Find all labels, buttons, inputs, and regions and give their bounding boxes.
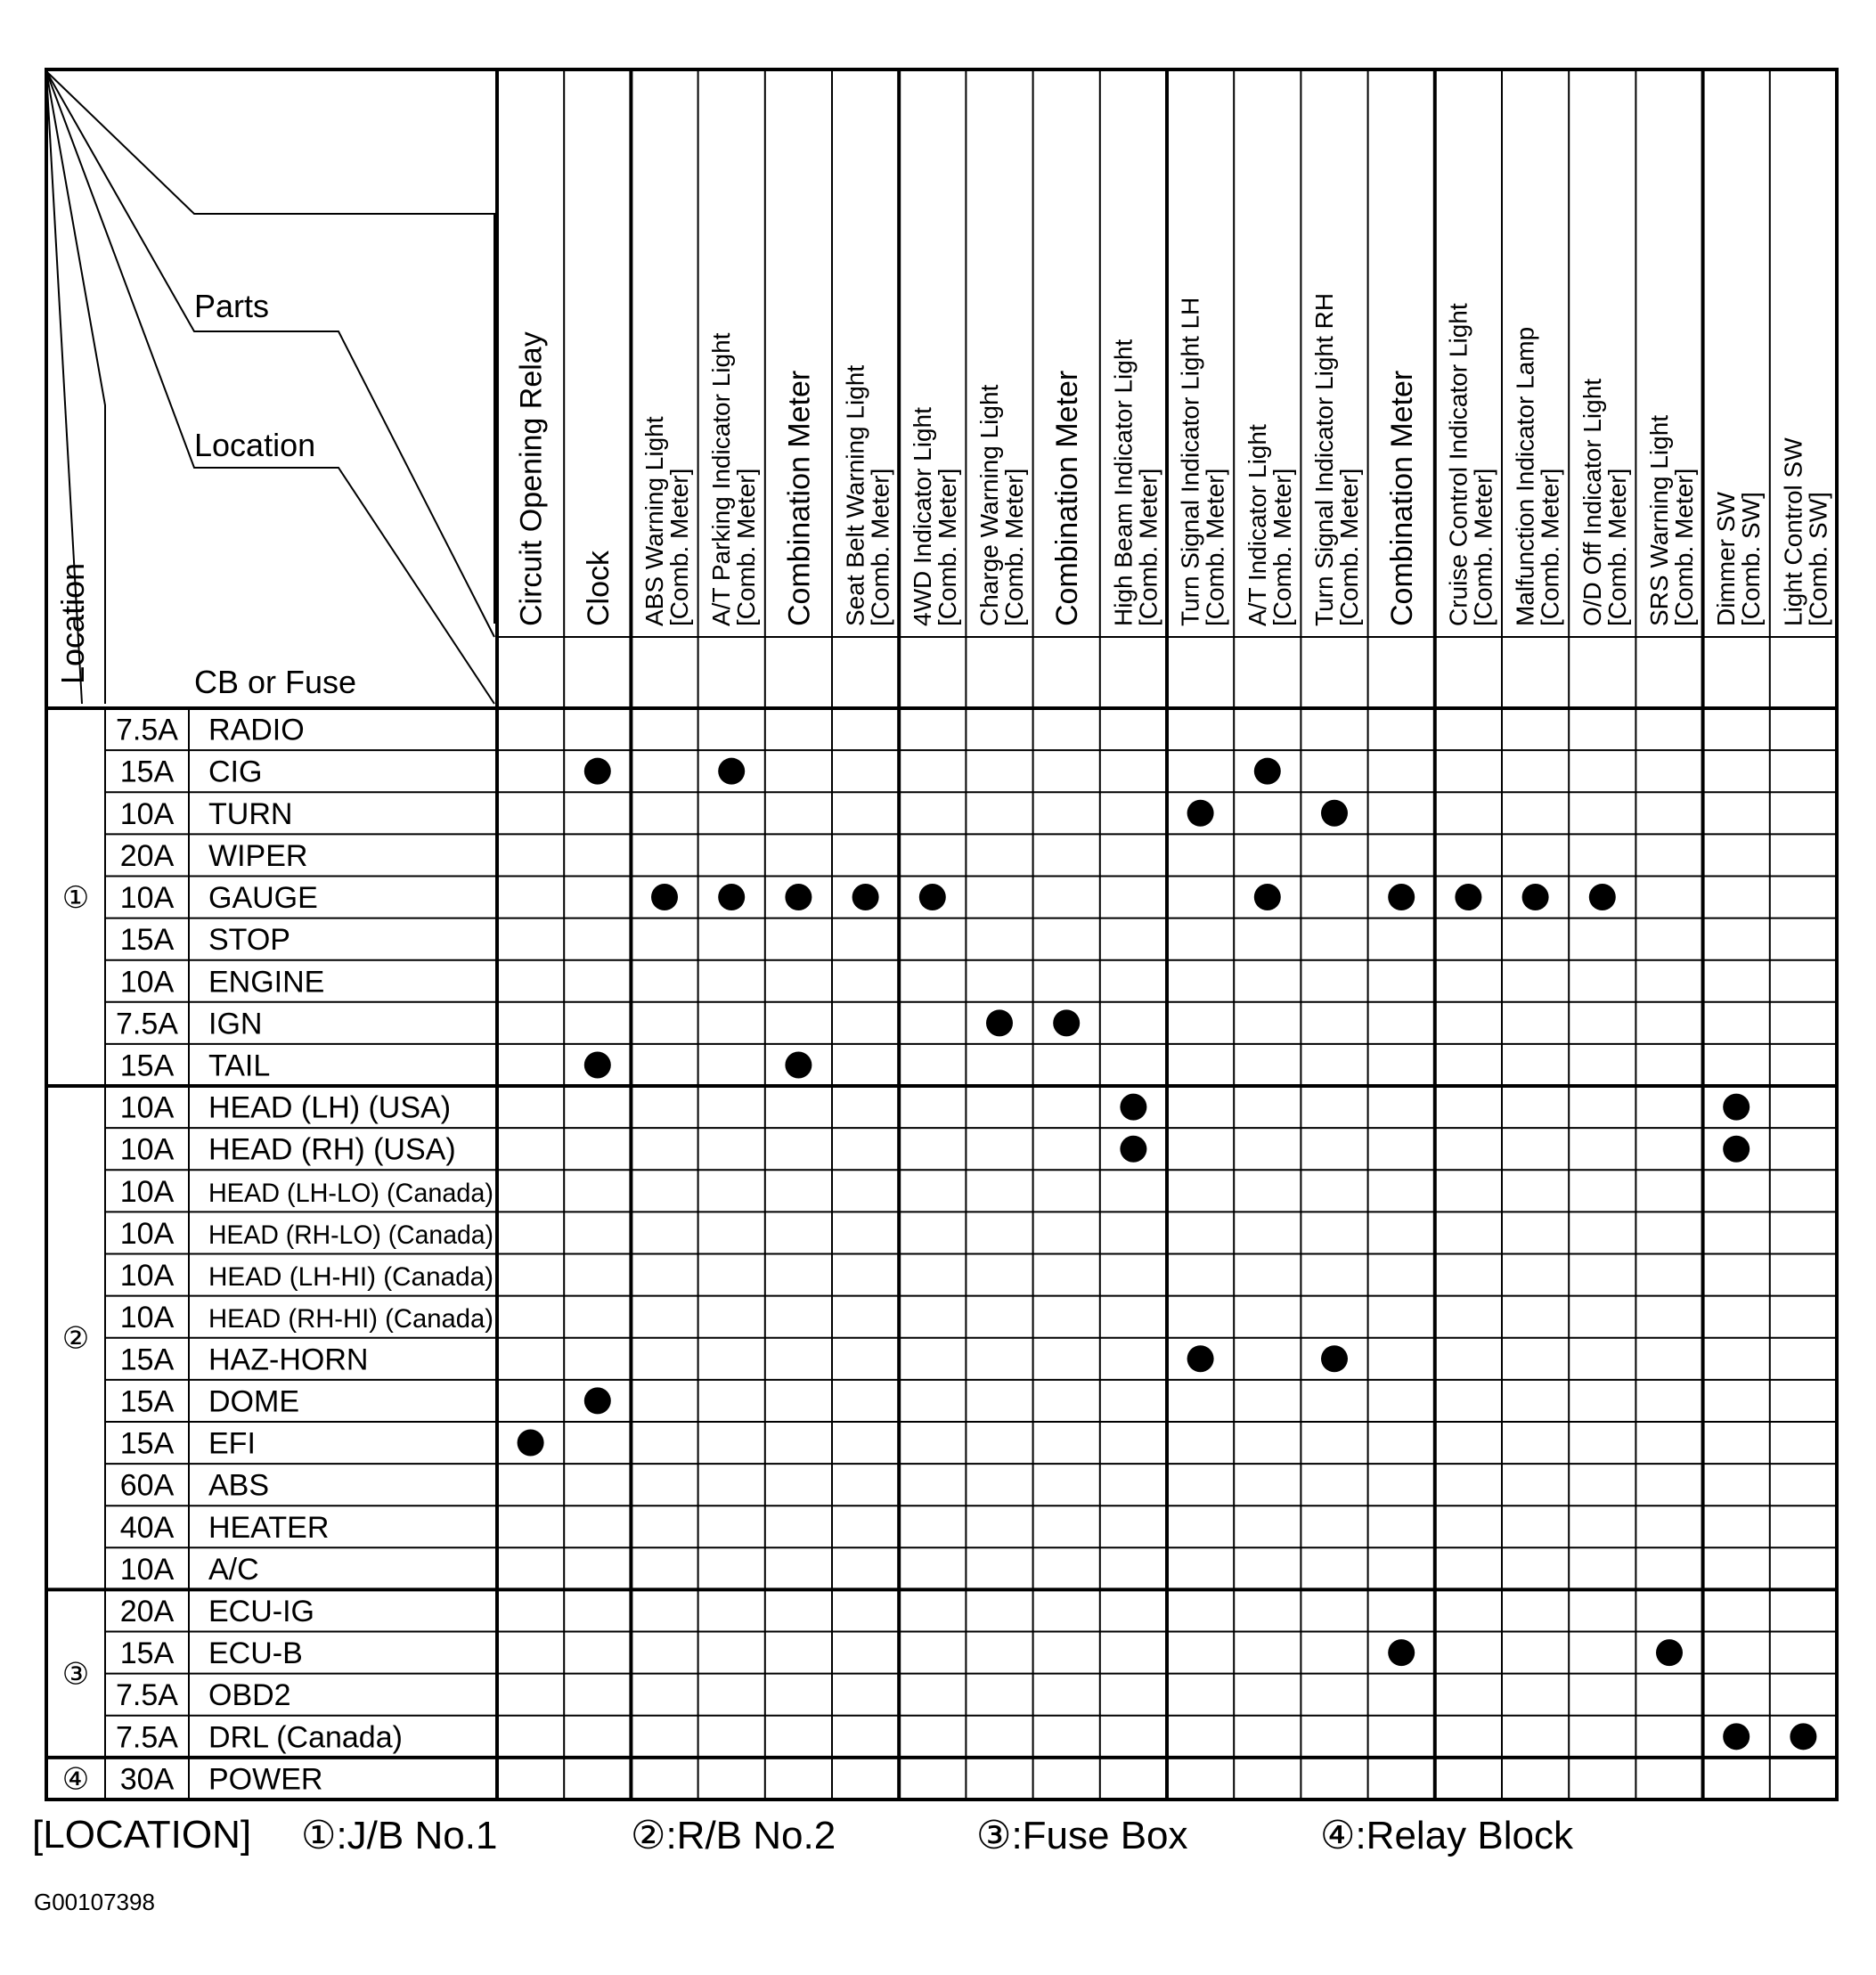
column-header-line: O/D Off Indicator Light xyxy=(1578,378,1606,626)
column-header-line: [Comb. Meter] xyxy=(1201,468,1229,626)
connection-dot xyxy=(1723,1723,1750,1750)
column-header-13 xyxy=(1385,371,1419,626)
column-header-17 xyxy=(1645,415,1698,626)
column-header-line: SRS Warning Light xyxy=(1645,414,1673,626)
figure-code: G00107398 xyxy=(34,1889,155,1915)
corner-line-location-2 xyxy=(46,71,494,704)
column-headers xyxy=(515,293,1832,626)
row-fuse-name: EFI xyxy=(208,1426,256,1461)
column-header-9 xyxy=(1109,339,1162,626)
row-amp: 10A xyxy=(119,796,175,831)
column-header-line: [Comb. Meter] xyxy=(665,468,693,626)
column-header-line: Combination Meter xyxy=(1050,370,1085,626)
connection-dot xyxy=(1589,884,1616,910)
connection-dot xyxy=(1388,884,1415,910)
row-amp: 10A xyxy=(119,1132,175,1167)
connection-dot xyxy=(1321,800,1348,827)
connection-dot xyxy=(1120,1136,1146,1163)
column-header-line: Combination Meter xyxy=(782,370,817,626)
column-header-2 xyxy=(640,416,693,626)
column-header-line: Combination Meter xyxy=(1385,370,1420,626)
column-header-line: Malfunction Indicator Lamp xyxy=(1511,326,1539,626)
column-header-line: 4WD Indicator Light xyxy=(908,407,936,626)
row-fuse-name: DOME xyxy=(208,1384,299,1419)
legend-item-rb2: ②:R/B No.2 xyxy=(631,1814,836,1857)
column-header-19 xyxy=(1779,437,1831,626)
column-header-8 xyxy=(1050,371,1084,626)
column-header-7 xyxy=(975,384,1028,626)
row-fuse-name: RADIO xyxy=(208,713,305,747)
row-fuse-name: IGN xyxy=(208,1007,263,1041)
column-header-line: Circuit Opening Relay xyxy=(514,331,549,626)
column-header-12 xyxy=(1310,293,1363,626)
column-header-line: ABS Warning Light xyxy=(640,416,668,626)
row-amp: 7.5A xyxy=(116,1720,178,1755)
left-location-label: Location xyxy=(54,562,91,684)
connection-dot xyxy=(1187,1345,1214,1372)
column-header-14 xyxy=(1444,303,1497,626)
connection-dot xyxy=(1522,884,1549,910)
column-header-0 xyxy=(515,331,549,626)
row-fuse-name: HEAD (LH-LO) (Canada) xyxy=(208,1178,493,1208)
column-header-11 xyxy=(1244,424,1296,626)
column-header-line: [Comb. SW] xyxy=(1804,492,1832,626)
location-symbol: ① xyxy=(61,881,90,916)
connection-dot xyxy=(986,1009,1013,1036)
connection-dot xyxy=(785,1051,812,1078)
row-fuse-name: HEAD (RH-LO) (Canada) xyxy=(208,1220,493,1250)
row-fuse-name: A/C xyxy=(208,1552,259,1587)
row-fuse-name: TURN xyxy=(208,796,293,831)
cb-fuse-label: CB or Fuse xyxy=(194,664,357,700)
connection-dot xyxy=(1656,1639,1683,1666)
row-fuse-name: POWER xyxy=(208,1762,323,1797)
column-header-3 xyxy=(707,332,760,626)
column-header-line: [Comb. Meter] xyxy=(866,468,894,626)
legend-item-fuse-box: ③:Fuse Box xyxy=(976,1814,1188,1857)
row-amp: 15A xyxy=(119,1343,175,1377)
row-fuse-name: CIG xyxy=(208,755,263,789)
connection-dot xyxy=(584,1051,611,1078)
column-header-line: [Comb. SW] xyxy=(1737,492,1766,626)
column-header-4 xyxy=(782,371,816,626)
row-amp: 10A xyxy=(119,1174,175,1209)
row-fuse-name: WIPER xyxy=(208,838,308,873)
connection-dot xyxy=(1120,1094,1146,1121)
row-amp: 20A xyxy=(119,838,175,873)
row-fuse-name: GAUGE xyxy=(208,881,318,916)
row-amp: 10A xyxy=(119,1090,175,1125)
column-header-line: [Comb. Meter] xyxy=(1268,468,1296,626)
row-fuse-name: ECU-B xyxy=(208,1636,303,1671)
column-header-line: Dimmer SW xyxy=(1712,492,1741,626)
column-header-line: A/T Parking Indicator Light xyxy=(707,332,736,626)
connection-dot xyxy=(785,884,812,910)
connection-dot xyxy=(919,884,946,910)
row-amp: 7.5A xyxy=(116,1678,178,1713)
row-amp: 10A xyxy=(119,965,175,1000)
row-amp: 10A xyxy=(119,1216,175,1251)
connection-dot xyxy=(584,1387,611,1414)
corner-line-location xyxy=(46,71,494,637)
row-fuse-name: ECU-IG xyxy=(208,1594,314,1628)
legend-item-relay-block: ④:Relay Block xyxy=(1320,1814,1573,1857)
row-fuse-name: DRL (Canada) xyxy=(208,1720,403,1755)
column-header-line: Cruise Control Indicator Light xyxy=(1444,303,1472,626)
row-fuse-name: HEAD (LH) (USA) xyxy=(208,1090,452,1125)
column-header-line: High Beam Indicator Light xyxy=(1109,339,1138,626)
row-amp: 60A xyxy=(119,1468,175,1503)
column-header-line: Turn Signal Indicator Light RH xyxy=(1310,292,1338,626)
location-symbol: ④ xyxy=(61,1762,90,1797)
column-header-line: Light Control SW xyxy=(1779,437,1807,626)
column-header-line: Seat Belt Warning Light xyxy=(841,364,869,626)
column-header-line: A/T Indicator Light xyxy=(1243,424,1271,626)
connection-dot xyxy=(1790,1723,1816,1750)
column-header-line: [Comb. Meter] xyxy=(1134,468,1162,626)
column-header-1 xyxy=(582,550,616,626)
connection-dot xyxy=(1455,884,1481,910)
row-amp: 20A xyxy=(119,1594,175,1628)
column-header-line: [Comb. Meter] xyxy=(1000,468,1028,626)
row-fuse-name: ABS xyxy=(208,1468,270,1503)
connection-dot xyxy=(1254,758,1281,785)
location-header-label: Location xyxy=(194,427,316,463)
row-amp: 7.5A xyxy=(116,713,178,747)
corner-line-parts xyxy=(46,71,494,624)
row-amp: 10A xyxy=(119,1301,175,1335)
column-header-line: Charge Warning Light xyxy=(975,384,1003,626)
row-amp: 40A xyxy=(119,1510,175,1545)
row-amp: 15A xyxy=(119,1636,175,1671)
row-fuse-name: HEATER xyxy=(208,1510,330,1545)
connection-dot xyxy=(1723,1136,1750,1163)
row-fuse-name: OBD2 xyxy=(208,1678,291,1713)
column-header-line: [Comb. Meter] xyxy=(1469,468,1497,626)
row-amp: 15A xyxy=(119,1426,175,1461)
row-amp: 10A xyxy=(119,881,175,916)
row-fuse-name: HEAD (RH-HI) (Canada) xyxy=(208,1304,493,1334)
column-header-line: [Comb. Meter] xyxy=(1536,468,1564,626)
row-fuse-name: STOP xyxy=(208,923,290,958)
connection-dot xyxy=(1187,800,1214,827)
column-header-line: [Comb. Meter] xyxy=(933,468,961,626)
connection-dot xyxy=(1723,1094,1750,1121)
column-header-line: Clock xyxy=(581,550,616,626)
connection-dot xyxy=(1388,1639,1415,1666)
connection-dot xyxy=(584,758,611,785)
column-header-10 xyxy=(1177,298,1229,626)
column-header-18 xyxy=(1712,492,1765,626)
row-amp: 15A xyxy=(119,1384,175,1419)
location-symbol: ③ xyxy=(61,1657,90,1692)
row-amp: 15A xyxy=(119,755,175,789)
column-header-6 xyxy=(909,407,961,626)
column-header-line: [Comb. Meter] xyxy=(1670,468,1698,626)
row-amp: 10A xyxy=(119,1552,175,1587)
location-symbol: ② xyxy=(61,1321,90,1356)
connection-dot xyxy=(718,758,745,785)
row-amp: 15A xyxy=(119,1049,175,1083)
location-labels xyxy=(62,881,89,1796)
connection-dot xyxy=(1321,1345,1348,1372)
column-header-line: [Comb. Meter] xyxy=(732,468,761,626)
column-header-line: [Comb. Meter] xyxy=(1603,468,1631,626)
column-header-15 xyxy=(1512,327,1564,626)
column-header-line: [Comb. Meter] xyxy=(1335,468,1363,626)
row-fuse-name: HEAD (LH-HI) (Canada) xyxy=(208,1262,493,1293)
connection-dot xyxy=(518,1430,544,1457)
connection-dot xyxy=(852,884,879,910)
legend-item-jb1: ①:J/B No.1 xyxy=(301,1814,498,1857)
row-amp: 30A xyxy=(119,1762,175,1797)
row-fuse-name: TAIL xyxy=(208,1049,271,1083)
connection-dot xyxy=(718,884,745,910)
row-fuse-name: ENGINE xyxy=(208,965,325,1000)
connection-dot xyxy=(1254,884,1281,910)
legend-prefix: [LOCATION] xyxy=(32,1813,252,1857)
column-header-line: Turn Signal Indicator Light LH xyxy=(1176,297,1204,626)
row-amp: 15A xyxy=(119,923,175,958)
table-corner xyxy=(46,71,494,704)
connection-dot xyxy=(651,884,678,910)
column-header-5 xyxy=(842,365,894,626)
row-amp: 10A xyxy=(119,1259,175,1294)
row-fuse-name: HAZ-HORN xyxy=(208,1343,369,1377)
row-fuse-name: HEAD (RH) (USA) xyxy=(208,1132,456,1167)
row-amp: 7.5A xyxy=(116,1007,178,1041)
connection-dot xyxy=(1053,1009,1080,1036)
parts-label: Parts xyxy=(194,288,270,324)
column-header-16 xyxy=(1578,379,1631,626)
